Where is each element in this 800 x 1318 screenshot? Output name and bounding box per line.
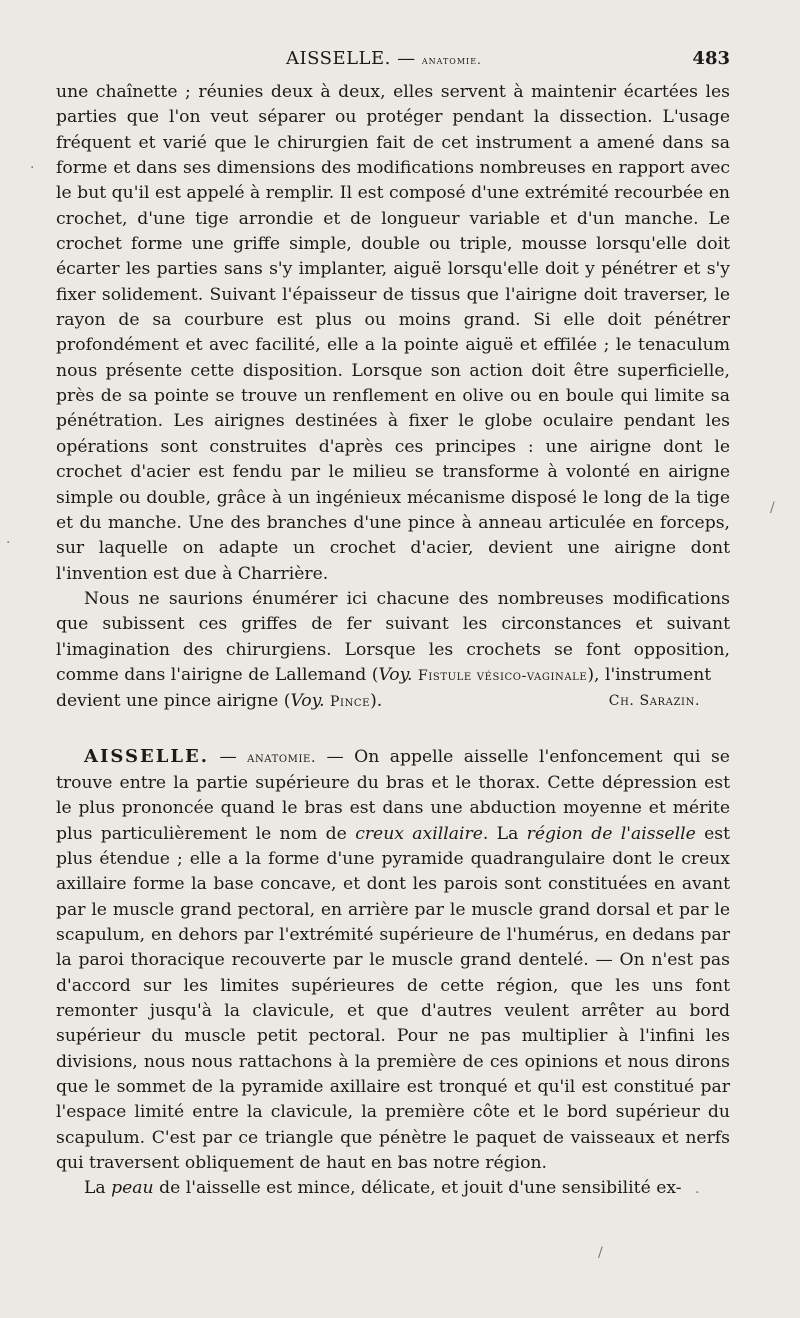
p2-reference-fistule: Fistule vésico-vaginale — [418, 667, 588, 684]
p4-text-2: de l'aisselle est mince, délicate, et jouit d'une sensibilité ex- — [153, 1178, 682, 1199]
p2-text: Nous ne saurions énumérer ici chacune des nombreuses modifications que subissent ces griffes de fer suivant les circonstances et suivant l'imagination des chirurgiens. Lorsque les crochets se font opposition, comme dans l'airigne de Lallemand ( — [56, 588, 730, 685]
running-title — [286, 48, 482, 69]
page-body — [56, 80, 730, 1202]
margin-mark: · — [695, 1185, 700, 1201]
entry-section: anatomie. — [247, 749, 316, 766]
p2-reference-pince: Pince — [330, 694, 371, 711]
p2-voy-1: Voy. — [378, 664, 413, 685]
p3-text-3: est plus étendue ; elle a la forme d'une pyramide quadrangulaire dont le creux axillaire forme la base concave, et dont les parois sont constituées en avant par le muscle grand pectoral, en arrière par le muscle grand dorsal et par le scapulum, en dehors par l'extrémité supérieure de l'humérus, en dedans par la paroi thoracique recouverte par le muscle grand dentelé. — On n'est pas d'accord sur les limites supérieures de cette région, que les uns font remonter jusqu'à la clavicule, et que d'autres veulent arrêter au bord supérieur du muscle petit pectoral. Pour ne pas multiplier à l'infini les divisions, nous nous rattachons à la première de ces opinions et nous dirons que le sommet de la pyramide axillaire est tronqué et qu'il est constitué par l'espace limité entre la clavicule, la première côte et le bord supérieur du scapulum. C'est par ce triangle que pénètre le paquet de vaisseaux et nerfs qui traversent obliquement de haut en bas notre région. — [56, 823, 730, 1174]
paragraph-3-entry — [56, 744, 730, 1177]
p2-last-b: ). — [370, 691, 383, 712]
margin-mark: · — [30, 160, 35, 176]
paragraph-2-last-line — [56, 689, 730, 715]
p3-term-creux: creux axillaire — [355, 823, 483, 844]
p3-term-region: région de l'aisselle — [526, 823, 696, 844]
p3-text-2: . La — [482, 823, 527, 844]
running-header — [56, 48, 730, 76]
p2-last-line — [56, 689, 382, 715]
p2-text-mid: ), l'instrument — [587, 664, 712, 685]
entry-headword: AISSELLE. — [84, 745, 210, 767]
p2-last-a: devient une pince airigne ( — [56, 691, 291, 712]
entry-dash: — — [209, 746, 248, 767]
paragraph-1: une chaînette ; réunies deux à deux, elles servent à maintenir écartées les parties que l'on veut séparer ou protéger pendant la dissection. L'usage fréquent et varié que le chirurgien fait de cet instrument a amené dans sa forme et dans ses dimensions des modifications nombreuses en rapport avec le but qu'il est appelé à remplir. Il est composé d'une extrémité recourbée en crochet, d'une tige arrondie et de longueur variable et d'un manche. Le crochet forme une griffe simple, double ou triple, mousse lorsqu'elle doit écarter les parties sans s'y implanter, aiguë lorsqu'elle doit y pénétrer et s'y fixer solidement. Suivant l'épaisseur de tissus que l'airigne doit traverser, le rayon de sa courbure est plus ou moins grand. Si elle doit pénétrer profondément et avec facilité, elle a la pointe aiguë et effilée ; le tenaculum nous présente cette disposition. Lorsque son action doit être superficielle, près de sa pointe se trouve un renflement en olive ou en boule qui limite sa pénétration. Les airignes destinées à fixer le globe oculaire pendant les opérations sont construites d'après ces principes : une airigne dont le crochet d'acier est fendu par le milieu se transforme à volonté en airigne simple ou double, grâce à un ingénieux mécanisme disposé le long de la tige et du manche. Une des branches d'une pince à anneau articulée en forceps, sur laquelle on adapte un crochet d'acier, devient une airigne dont l'invention est due à Charrière. — [56, 82, 730, 584]
p2-voy-2: Voy. — [290, 691, 325, 712]
author-signature: Ch. Sarazin. — [608, 693, 700, 710]
header-section: anatomie. — [421, 53, 482, 67]
header-dash: — — [390, 48, 422, 69]
margin-mark: · — [6, 535, 11, 551]
page-number: 483 — [692, 48, 730, 69]
header-title: AISSELLE. — [286, 48, 391, 69]
p4-term-peau: peau — [111, 1178, 154, 1199]
paragraph-2 — [56, 587, 730, 689]
margin-mark: / — [770, 500, 775, 516]
paragraph-4 — [56, 1176, 730, 1201]
margin-mark: / — [598, 1245, 603, 1261]
p3-text-1: — On appelle aisselle l'enfoncement qui se trouve entre la partie supérieure du bras et le thorax. Cette dépression est le plus prononcée quand le bras est dans une abduction moyenne et mérite plus particulièrement le nom de — [56, 746, 730, 844]
p4-text-1: La — [84, 1178, 112, 1199]
